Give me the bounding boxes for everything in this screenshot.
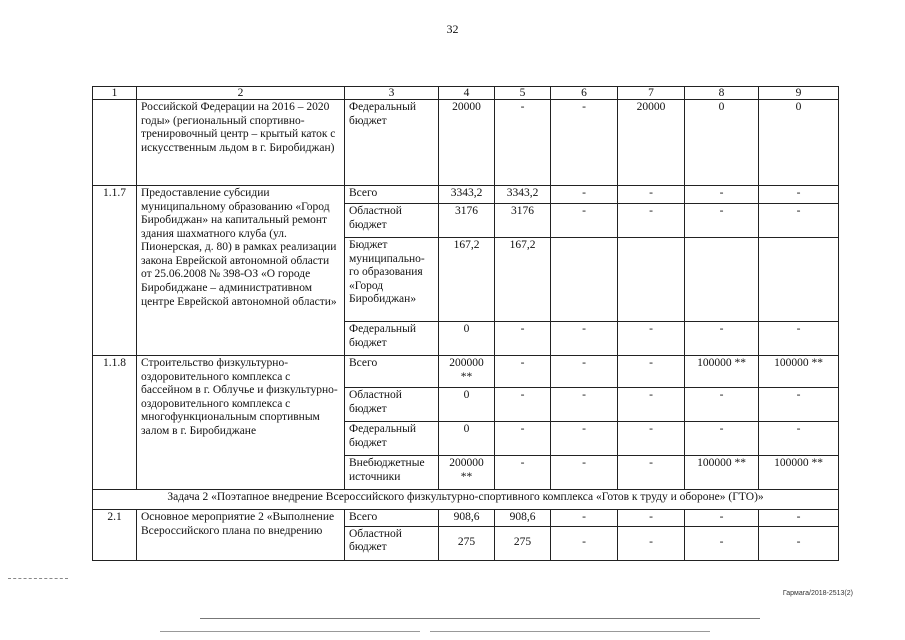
value-cell: - [495,322,551,356]
activity-name: Предоставление субсидии муниципальному образованию «Город Биробиджан» на капитальный ремонт здания шахматного клуба (ул. Пионерская, д. 80) в рамках реализации закона Еврейской автономной области от 25.06.2008 № 398-ОЗ «О городе Биробиджане – административном центре Еврейской автономной области» [137,186,345,356]
scan-artifact-line [200,618,760,619]
value-cell: - [551,526,618,560]
value-cell: 908,6 [495,510,551,527]
value-cell: - [759,510,839,527]
value-cell: - [618,322,685,356]
value-cell: - [618,186,685,204]
funding-source: Всего [345,356,439,388]
table-row [93,490,839,510]
value-cell: 3343,2 [495,186,551,204]
value-cell: 0 [439,422,495,456]
funding-source: Федеральный бюджет [345,100,439,186]
funding-source: Бюджет муниципально-го образования «Город Биробиджан» [345,238,439,322]
value-cell: - [759,322,839,356]
funding-source: Федеральный бюджет [345,322,439,356]
value-cell: - [685,388,759,422]
activity-name: Российской Федерации на 2016 – 2020 годы» (региональный спортивно-тренировочный центр – крытый каток с искусственным льдом в г. Биробиджан) [137,100,345,186]
funding-source: Областной бюджет [345,204,439,238]
funding-source: Областной бюджет [345,388,439,422]
value-cell: - [618,388,685,422]
header-cell: 2 [137,87,345,100]
activity-name: Строительство физкультурно-оздоровительного комплекса с бассейном в г. Облучье и физкультурно-оздоровительного комплекса с многофункциональным спортивным залом в г. Биробиджане [137,356,345,490]
value-cell: 20000 [618,100,685,186]
value-cell: - [759,422,839,456]
value-cell [759,238,839,322]
value-cell: 167,2 [495,238,551,322]
value-cell: - [551,204,618,238]
value-cell: - [618,456,685,490]
value-cell: 0 [439,388,495,422]
value-cell: - [759,204,839,238]
scan-artifact-line [8,578,68,579]
header-cell: 3 [345,87,439,100]
value-cell: - [551,510,618,527]
header-cell: 6 [551,87,618,100]
funding-source: Всего [345,510,439,527]
header-row [93,87,839,100]
value-cell: - [759,388,839,422]
value-cell: - [685,510,759,527]
funding-source: Федеральный бюджет [345,422,439,456]
value-cell: 3176 [495,204,551,238]
value-cell: - [618,422,685,456]
value-cell: - [495,100,551,186]
value-cell: - [618,526,685,560]
value-cell: - [551,388,618,422]
value-cell: 3343,2 [439,186,495,204]
value-cell: 200000 ** [439,456,495,490]
value-cell: - [495,388,551,422]
value-cell: - [759,526,839,560]
value-cell: - [618,510,685,527]
row-number: 1.1.7 [93,186,137,356]
activity-name: Основное мероприятие 2 «Выполнение Всероссийского плана по внедрению [137,510,345,561]
value-cell: 167,2 [439,238,495,322]
value-cell: 275 [439,526,495,560]
value-cell: 100000 ** [685,456,759,490]
value-cell: - [495,422,551,456]
value-cell: 200000 ** [439,356,495,388]
scan-artifact-line [430,631,710,632]
page-number: 32 [446,22,459,36]
value-cell: 0 [759,100,839,186]
value-cell: - [685,526,759,560]
table-row [93,186,839,204]
value-cell: - [551,100,618,186]
task-heading: Задача 2 «Поэтапное внедрение Всероссийского физкультурно-спортивного комплекса «Готов к труду и обороне» (ГТО)» [93,490,839,510]
value-cell: 908,6 [439,510,495,527]
value-cell: - [551,356,618,388]
row-number: 1.1.8 [93,356,137,490]
header-cell: 7 [618,87,685,100]
value-cell [551,238,618,322]
value-cell: - [551,456,618,490]
value-cell: 20000 [439,100,495,186]
value-cell: - [551,186,618,204]
value-cell: - [685,422,759,456]
header-cell: 9 [759,87,839,100]
value-cell: 100000 ** [759,456,839,490]
value-cell: 0 [439,322,495,356]
budget-table [92,86,839,561]
header-cell: 5 [495,87,551,100]
header-cell: 1 [93,87,137,100]
value-cell: - [618,356,685,388]
row-number [93,100,137,186]
funding-source: Всего [345,186,439,204]
value-cell: - [551,322,618,356]
value-cell: 0 [685,100,759,186]
scan-artifact-line [160,631,420,632]
funding-source: Областной бюджет [345,526,439,560]
value-cell [685,238,759,322]
value-cell: - [495,456,551,490]
value-cell: - [685,322,759,356]
value-cell: - [685,186,759,204]
header-cell: 4 [439,87,495,100]
table-row [93,100,839,186]
funding-source: Внебюджетные источники [345,456,439,490]
value-cell: 275 [495,526,551,560]
row-number: 2.1 [93,510,137,561]
value-cell: 3176 [439,204,495,238]
table-row [93,510,839,527]
document-code: Гармага/2018-2513(2) [782,590,853,597]
value-cell: - [685,204,759,238]
value-cell: - [495,356,551,388]
value-cell: 100000 ** [685,356,759,388]
value-cell: - [759,186,839,204]
value-cell: - [618,204,685,238]
value-cell [618,238,685,322]
value-cell: - [551,422,618,456]
value-cell: 100000 ** [759,356,839,388]
table-row [93,356,839,388]
header-cell: 8 [685,87,759,100]
